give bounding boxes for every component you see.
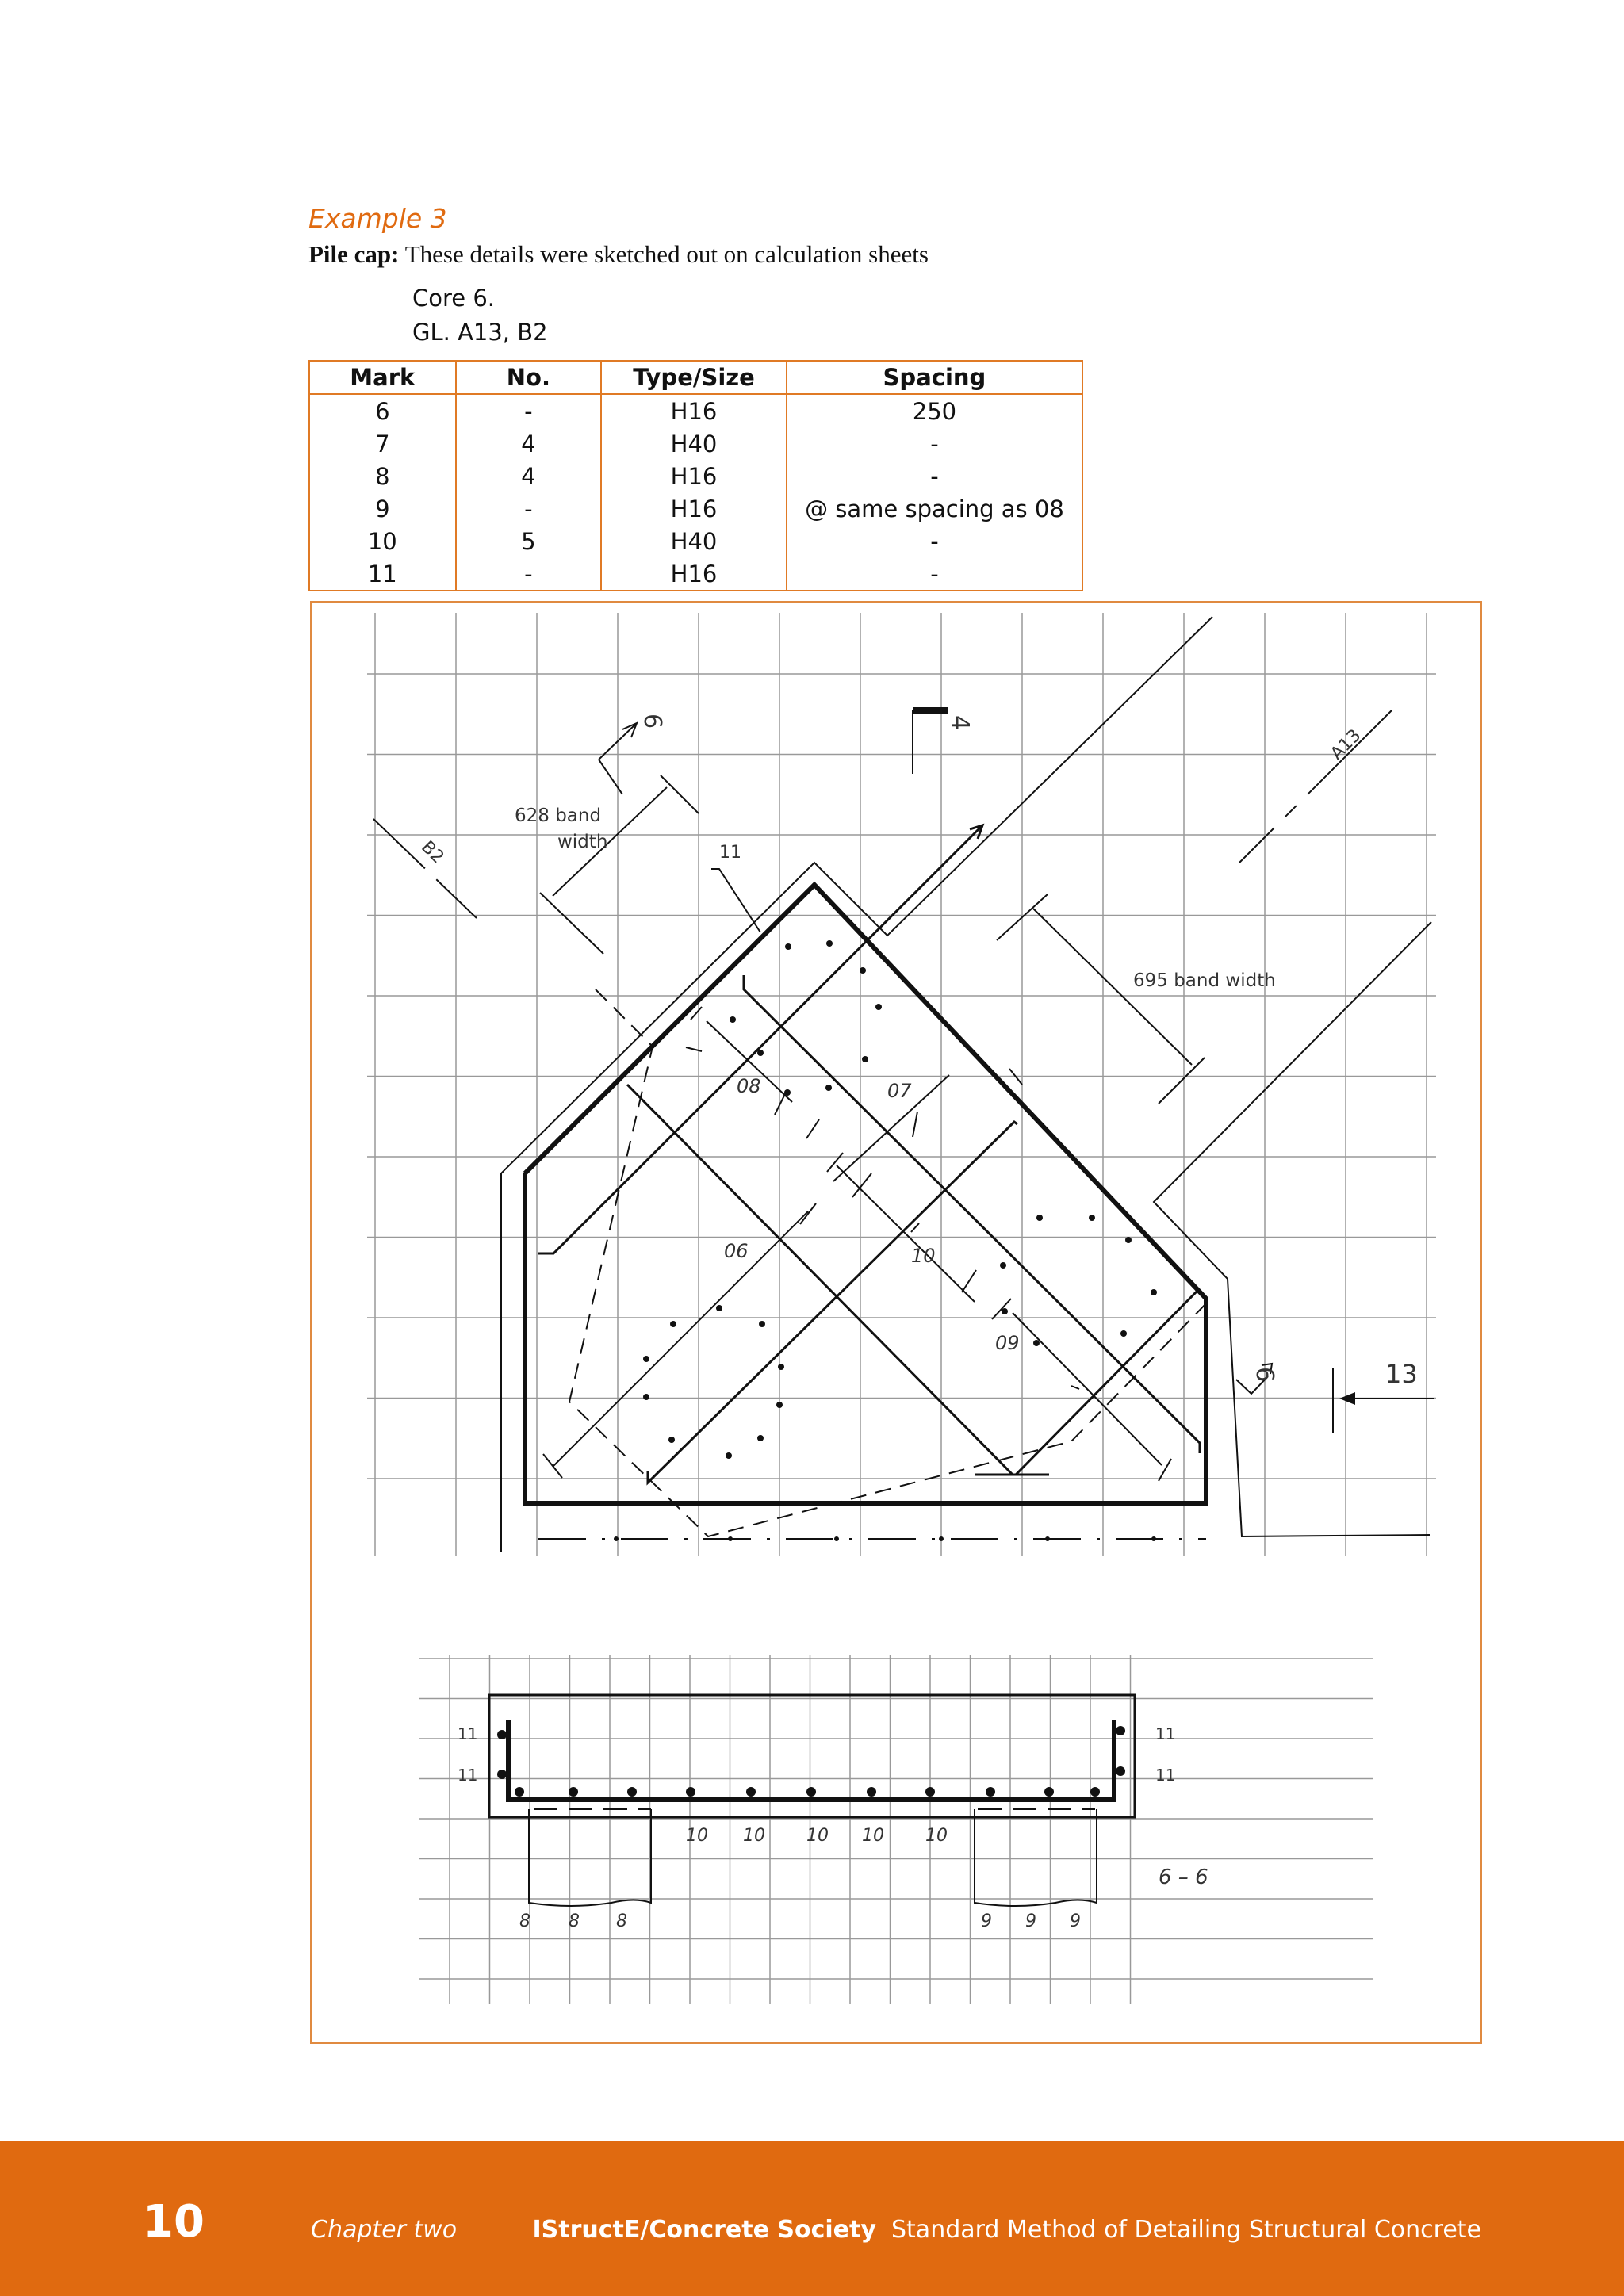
band-628-label-2: width	[557, 832, 608, 852]
section-right-11-bottom: 11	[1155, 1766, 1176, 1785]
label-13-arrowhead	[1339, 1392, 1355, 1405]
bar-10-b	[627, 1085, 1049, 1475]
section-left-11-top: 11	[458, 1724, 478, 1743]
cell: 10	[309, 525, 456, 557]
section-bar-8: 8	[616, 1911, 627, 1931]
core-line-1: Core 6.	[412, 285, 496, 312]
rebar-dot	[784, 1089, 791, 1096]
section-right-11-top: 11	[1155, 1724, 1176, 1743]
cell: -	[787, 525, 1082, 557]
chapter-label: Chapter two	[311, 2216, 458, 2244]
rebar-dot	[826, 940, 833, 947]
outer-outline-right	[1154, 922, 1431, 1536]
gridline-b2-label: B2	[417, 837, 448, 868]
tick	[686, 1047, 702, 1051]
series-title	[533, 2216, 1481, 2244]
section-left-11-bottom: 11	[458, 1766, 478, 1785]
rebar-dot	[569, 1787, 578, 1797]
cell: 5	[456, 525, 602, 557]
bar-07-top	[538, 825, 982, 1253]
publisher: IStructE/Concrete Society	[532, 2216, 876, 2244]
header-no: No.	[456, 361, 602, 394]
rebar-dot	[728, 1536, 733, 1541]
rebar-dot	[939, 1536, 944, 1541]
rebar-dot	[627, 1787, 637, 1797]
rebar-dot	[825, 1085, 832, 1091]
cell: 11	[309, 557, 456, 591]
table-row	[309, 427, 1082, 460]
table-row	[309, 394, 1082, 427]
section-mark-4-label: 4	[946, 715, 974, 731]
cell: H40	[601, 427, 787, 460]
rebar-dot	[1120, 1330, 1127, 1337]
plan-bar-dots	[614, 940, 1157, 1541]
tick	[852, 1173, 871, 1197]
rebar-dot	[806, 1787, 816, 1797]
rebar-dot	[515, 1787, 524, 1797]
tick	[800, 1203, 816, 1224]
bar-07-bottom	[648, 1122, 1017, 1483]
table-row	[309, 460, 1082, 492]
cell: 6	[309, 394, 456, 427]
band-628-ext2	[661, 775, 699, 813]
header-type-size: Type/Size	[601, 361, 787, 394]
rebar-dot	[746, 1787, 756, 1797]
bar-11-label: 11	[719, 843, 741, 863]
rebar-dot	[730, 1016, 736, 1023]
cell: -	[787, 557, 1082, 591]
rebar-dot	[785, 943, 791, 950]
rebar-dot	[1125, 1237, 1132, 1243]
bar-schedule-table	[308, 360, 1083, 591]
section-bar-8: 8	[519, 1911, 530, 1931]
section-mark-6-label: 6	[638, 714, 666, 729]
pile-cap-drawing	[310, 601, 1482, 2044]
gridline-a13-label: A13	[1327, 725, 1365, 764]
core-line-2: GL. A13, B2	[412, 319, 548, 346]
cell: -	[456, 394, 602, 427]
subtitle-text: These details were sketched out on calculation sheets	[399, 240, 929, 268]
rebar-dot	[668, 1437, 675, 1443]
rebar-dot	[1116, 1766, 1125, 1776]
cell: H40	[601, 525, 787, 557]
bar-06-label: 06	[724, 1240, 749, 1262]
tick	[992, 1299, 1011, 1319]
rebar-dot	[757, 1435, 764, 1441]
rebar-dot	[497, 1770, 507, 1779]
bar-10-dim	[837, 1165, 975, 1302]
rebar-dot	[1089, 1215, 1095, 1221]
section-grid	[419, 1655, 1373, 2004]
dashed-pile-outline	[569, 989, 1211, 1536]
table-header-row	[309, 361, 1082, 394]
bar-10-label: 10	[911, 1245, 936, 1267]
rebar-dot	[862, 1056, 868, 1062]
rebar-dot	[1151, 1536, 1156, 1541]
table-row	[309, 557, 1082, 591]
cell: 8	[309, 460, 456, 492]
table-row	[309, 492, 1082, 525]
rebar-dot	[1002, 1308, 1008, 1314]
rebar-dot	[860, 967, 866, 974]
rebar-dot	[759, 1321, 765, 1327]
label-13: 13	[1385, 1359, 1418, 1389]
table-row	[309, 525, 1082, 557]
cell: 250	[787, 394, 1082, 427]
section-bar-9: 9	[1025, 1911, 1036, 1931]
section-mark-6b-label: 6	[1251, 1367, 1278, 1383]
bar-06-dim	[553, 1211, 808, 1467]
rebar-dot	[1090, 1787, 1100, 1797]
cell: H16	[601, 557, 787, 591]
band-628-label-1: 628 band	[515, 806, 602, 826]
tick	[913, 1112, 917, 1137]
tick	[1159, 1459, 1171, 1481]
gridline-a13-line	[1239, 710, 1392, 863]
section-bar-10: 10	[925, 1826, 948, 1846]
rebar-dot	[726, 1452, 732, 1459]
tick	[1071, 1386, 1079, 1389]
rebar-dot	[1000, 1262, 1006, 1269]
band-695-label: 695 band width	[1133, 970, 1276, 991]
rebar-dot	[614, 1536, 619, 1541]
rebar-dot	[867, 1787, 876, 1797]
pile-right	[975, 1809, 1097, 1906]
gridline-b2-line	[373, 819, 477, 918]
bar-07-label: 07	[887, 1080, 912, 1102]
rebar-dot	[1044, 1787, 1054, 1797]
tick	[543, 1454, 562, 1478]
section-bar-10: 10	[862, 1826, 884, 1846]
rebar-dot	[776, 1402, 783, 1408]
section-6-6	[489, 1695, 1135, 1906]
tick	[962, 1270, 976, 1292]
cell: 9	[309, 492, 456, 525]
bar-10-c	[975, 1289, 1199, 1475]
rebar-dot	[670, 1321, 676, 1327]
rebar-dot	[1151, 1289, 1157, 1295]
band-695-ext2	[1159, 1058, 1205, 1104]
rebar-dot	[1045, 1536, 1050, 1541]
rebar-dot	[716, 1305, 722, 1311]
section-bar-dots	[497, 1726, 1125, 1797]
cell: 4	[456, 427, 602, 460]
header-spacing: Spacing	[787, 361, 1082, 394]
page-number: 10	[143, 2196, 205, 2248]
tick	[806, 1119, 819, 1138]
rebar-dot	[497, 1730, 507, 1739]
subtitle	[308, 240, 929, 269]
section-bar-10: 10	[806, 1826, 829, 1846]
rebar-dot	[986, 1787, 995, 1797]
section-bar-10: 10	[743, 1826, 765, 1846]
bar-08-label: 08	[737, 1075, 761, 1097]
section-mark-6-leg	[599, 760, 622, 794]
bar-09-dim	[1013, 1313, 1162, 1465]
header-mark: Mark	[309, 361, 456, 394]
series-name: Standard Method of Detailing Structural Concrete	[891, 2216, 1481, 2244]
tick	[911, 1223, 919, 1232]
section-bar-9: 9	[1070, 1911, 1081, 1931]
cell: H16	[601, 394, 787, 427]
cell: -	[787, 427, 1082, 460]
cell: @ same spacing as 08	[787, 492, 1082, 525]
rebar-dot	[834, 1536, 839, 1541]
core-reference	[412, 281, 548, 350]
cell: -	[456, 557, 602, 591]
rebar-dot	[778, 1364, 784, 1370]
rebar-dot	[1036, 1215, 1043, 1221]
rebar-dot	[643, 1394, 649, 1400]
pile-left	[529, 1809, 651, 1906]
cell: 7	[309, 427, 456, 460]
example-title: Example 3	[308, 203, 447, 234]
section-bar-10: 10	[686, 1826, 708, 1846]
bar-09-label: 09	[995, 1332, 1020, 1354]
rebar-dot	[686, 1787, 695, 1797]
subtitle-bold: Pile cap:	[308, 240, 400, 268]
tick	[775, 1093, 786, 1115]
rebar-dot	[1033, 1340, 1040, 1346]
rebar-dot	[875, 1004, 882, 1010]
section-bar-8: 8	[569, 1911, 580, 1931]
cell: H16	[601, 492, 787, 525]
rebar-dot	[757, 1050, 764, 1056]
section-title: 6 – 6	[1159, 1866, 1208, 1889]
rebar-dot	[1116, 1726, 1125, 1735]
bar-10-a	[744, 975, 1200, 1453]
cell: 4	[456, 460, 602, 492]
cell: -	[456, 492, 602, 525]
cell: -	[787, 460, 1082, 492]
cell: H16	[601, 460, 787, 492]
section-bar-9: 9	[981, 1911, 992, 1931]
band-628-ext1	[540, 893, 603, 954]
rebar-dot	[643, 1356, 649, 1362]
rebar-dot	[925, 1787, 935, 1797]
